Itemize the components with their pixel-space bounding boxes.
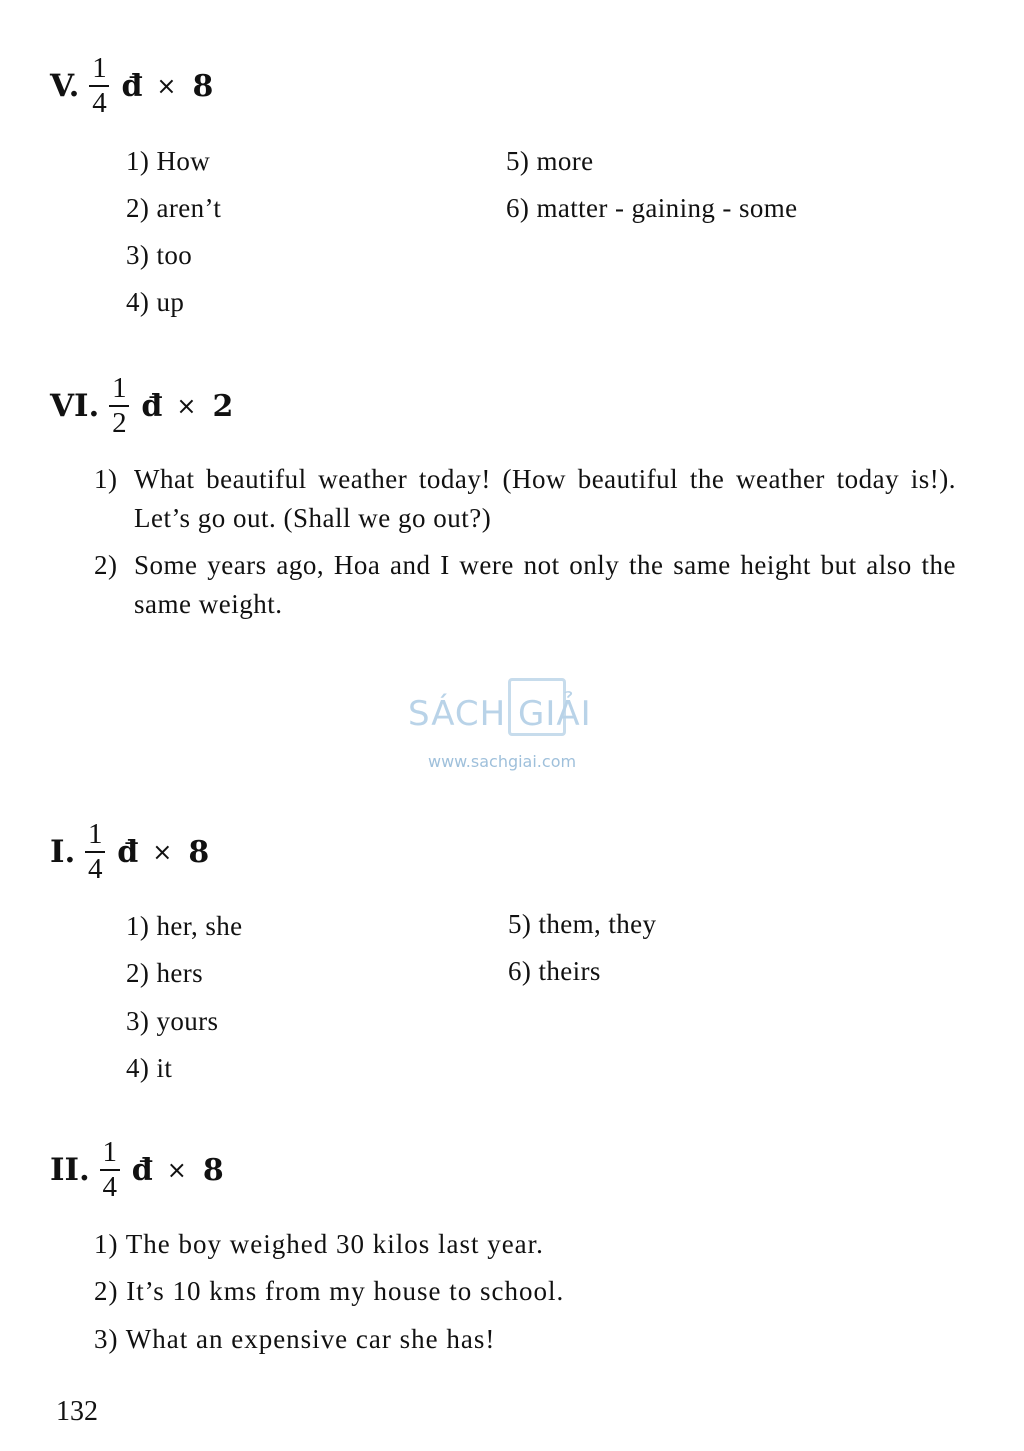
multiply-sign: × — [166, 1156, 187, 1184]
watermark-url: www.sachgiai.com — [428, 752, 577, 771]
score-unit: đ — [121, 68, 143, 104]
multiplier: 8 — [192, 68, 214, 104]
paragraph-number: 1) — [94, 464, 118, 494]
fraction-denominator: 4 — [88, 853, 103, 885]
answer-item: 1) The boy weighed 30 kilos last year. — [94, 1229, 544, 1259]
multiplier: 8 — [188, 834, 210, 870]
watermark-logo-text: SÁCH GIẢI — [408, 694, 592, 734]
answer-item: 2) aren’t — [126, 193, 222, 223]
fraction-numerator: 1 — [112, 372, 127, 404]
paragraph-text: What beautiful weather today! (How beautiful the weather today is!). Let’s go out. (Shall we go out?) — [134, 464, 956, 533]
answer-item: 3) too — [126, 240, 193, 270]
section-v-header — [50, 46, 213, 126]
answer-item: 6) theirs — [508, 956, 601, 986]
fraction-numerator: 1 — [102, 1136, 118, 1168]
paragraph-text: Some years ago, Hoa and I were not only the same height but also the same weight. — [134, 550, 956, 619]
multiplier: 2 — [212, 388, 234, 424]
answer-item: 3) What an expensive car she has! — [94, 1324, 496, 1354]
answer-item: 1) How — [126, 146, 211, 176]
score-unit: đ — [117, 834, 139, 870]
fraction-denominator: 4 — [92, 87, 107, 119]
multiply-sign: × — [152, 838, 173, 866]
score-unit: đ — [141, 388, 163, 424]
fraction — [100, 1138, 120, 1202]
fraction — [85, 820, 105, 884]
fraction-denominator: 4 — [102, 1171, 118, 1203]
section-roman-numeral: I. — [50, 834, 76, 870]
fraction-numerator: 1 — [88, 818, 103, 850]
score-unit: đ — [131, 1152, 153, 1188]
answer-item: 5) more — [506, 146, 594, 176]
section-roman-numeral: VI. — [50, 388, 100, 424]
answer-item: 3) yours — [126, 1006, 219, 1036]
section-roman-numeral: V. — [50, 68, 80, 104]
paragraph-number: 2) — [94, 550, 118, 580]
watermark-logo — [408, 676, 620, 772]
fraction — [89, 54, 109, 118]
answer-item: 4) up — [126, 287, 185, 317]
answer-item: 1) her, she — [126, 911, 243, 941]
answer-item: 6) matter - gaining - some — [506, 193, 798, 223]
fraction-numerator: 1 — [92, 52, 107, 84]
answer-paragraph — [94, 460, 956, 538]
answer-paragraph — [94, 546, 956, 624]
page-number: 132 — [56, 1396, 98, 1427]
answer-item: 2) It’s 10 kms from my house to school. — [94, 1276, 565, 1306]
section-vi-header — [50, 366, 233, 446]
section-i-header — [50, 812, 209, 892]
section-ii-header — [50, 1130, 224, 1210]
answer-item: 2) hers — [126, 958, 204, 988]
answer-item: 4) it — [126, 1053, 173, 1083]
multiply-sign: × — [156, 72, 177, 100]
multiply-sign: × — [176, 392, 197, 420]
section-roman-numeral: II. — [50, 1152, 90, 1188]
multiplier: 8 — [202, 1152, 224, 1188]
fraction-denominator: 2 — [112, 407, 127, 439]
answer-item: 5) them, they — [508, 909, 657, 939]
fraction — [109, 374, 129, 438]
